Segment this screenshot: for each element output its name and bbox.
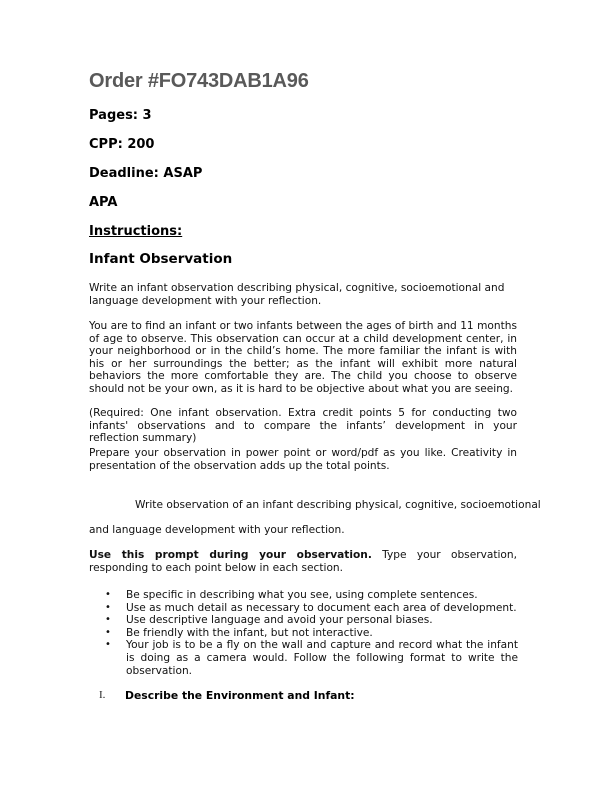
section-numeral: I. <box>99 689 106 701</box>
list-item: • Use as much detail as necessary to document each area of development. <box>105 601 517 614</box>
bullet-icon: • <box>105 589 111 600</box>
list-item: • Be specific in describing what you see, using complete sentences. <box>105 589 478 601</box>
prompt-bold: Use this prompt during your observation. <box>89 549 372 561</box>
bullet-icon: • <box>105 614 111 626</box>
section-I-heading: Describe the Environment and Infant: <box>125 689 355 702</box>
citation-style-label: APA <box>89 195 118 210</box>
paragraph-required: (Required: One infant observation. Extra credit points 5 for conducting two infants' observations and to compare the infants’ development in your reflection summary) <box>89 407 517 445</box>
paragraph-intro: Write an infant observation describing physical, cognitive, socioemotional and language development with your reflection. <box>89 282 505 307</box>
bullet-icon: • <box>105 601 111 613</box>
list-item: • Your job is to be a fly on the wall and capture and record what the infant is doing as a camera would. Follow the following format to write the observation. <box>105 639 518 677</box>
guidelines-list <box>105 589 518 677</box>
order-title: Order #FO743DAB1A96 <box>89 70 309 92</box>
pages-label: Pages: 3 <box>89 108 152 123</box>
list-item: • Use descriptive language and avoid your personal biases. <box>105 614 433 627</box>
prompt-rest: Type your observation, responding to each point below in each section. <box>89 549 517 574</box>
prompt-paragraph <box>89 549 517 574</box>
bullet-icon: • <box>105 639 111 651</box>
paragraph-instructions: You are to find an infant or two infants between the ages of birth and 11 months of age to observe. This observation can occur at a child development center, in your neighborhood or in the child’s home. The more familiar the infant is with his or her surroundings the better; as the infant will exhibit more natural behaviors the more comfortable they are. The child you choose to observe should not be your own, as it is hard to be objective about what you are seeing. <box>89 320 517 395</box>
paragraph-prepare: Prepare your observation in power point or word/pdf as you like. Creativity in presentation of the observation adds up the total points. <box>89 447 517 472</box>
bullet-icon: • <box>105 626 111 638</box>
instructions-heading: Instructions: <box>89 224 183 239</box>
section-heading: Infant Observation <box>89 251 233 267</box>
cpp-label: CPP: 200 <box>89 137 155 152</box>
indented-line-1: Write observation of an infant describing physical, cognitive, socioemotional <box>135 499 541 511</box>
indented-line-2: and language development with your reflection. <box>89 524 345 536</box>
list-item: • Be friendly with the infant, but not interactive. <box>105 626 373 639</box>
deadline-label: Deadline: ASAP <box>89 166 203 181</box>
